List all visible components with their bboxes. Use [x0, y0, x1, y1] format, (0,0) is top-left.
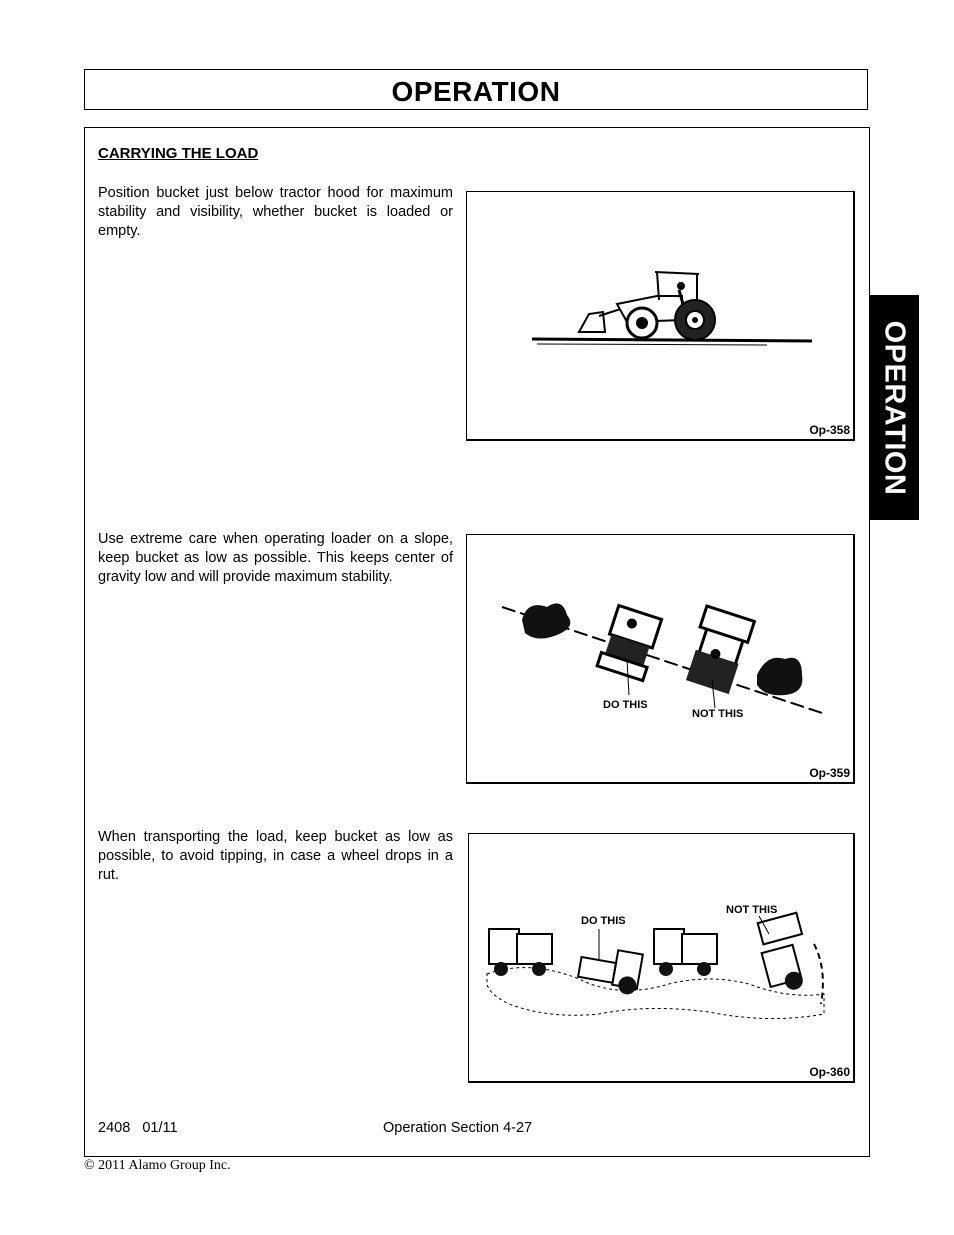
slope-illustration	[467, 535, 854, 783]
do-this-caption: DO THIS	[581, 915, 626, 927]
section-page-number: Operation Section 4-27	[383, 1120, 533, 1136]
section-side-tab	[869, 295, 919, 520]
copyright-notice: © 2011 Alamo Group Inc.	[84, 1158, 231, 1173]
doc-number: 2408 01/11	[98, 1120, 178, 1136]
section-heading: CARRYING THE LOAD	[98, 145, 259, 162]
figure-transport-load	[468, 833, 855, 1083]
paragraph-transport: When transporting the load, keep bucket as low as possible, to avoid tipping, in case a wheel drops in a rut.	[98, 829, 453, 883]
tractor-illustration	[467, 192, 854, 440]
paragraph-bucket-position: Position bucket just below tractor hood for maximum stability and visibility, whether bucket is loaded or empty.	[98, 185, 453, 239]
paragraph-slope-care: Use extreme care when operating loader on a slope, keep bucket as low as possible. This keeps center of gravity low and will provide maximum stability.	[98, 531, 453, 585]
do-this-caption: DO THIS	[603, 699, 648, 711]
page-header	[84, 69, 868, 110]
figure-slope-operation	[466, 534, 855, 784]
side-tab-label: OPERATION	[878, 320, 911, 495]
not-this-caption: NOT THIS	[692, 708, 744, 720]
figure-label: Op-360	[809, 1065, 850, 1079]
transport-illustration	[469, 834, 854, 1082]
figure-tractor-low-bucket	[466, 191, 855, 441]
not-this-caption: NOT THIS	[726, 904, 778, 916]
figure-label: Op-358	[809, 423, 850, 437]
figure-label: Op-359	[809, 766, 850, 780]
page-title: OPERATION	[391, 76, 561, 107]
